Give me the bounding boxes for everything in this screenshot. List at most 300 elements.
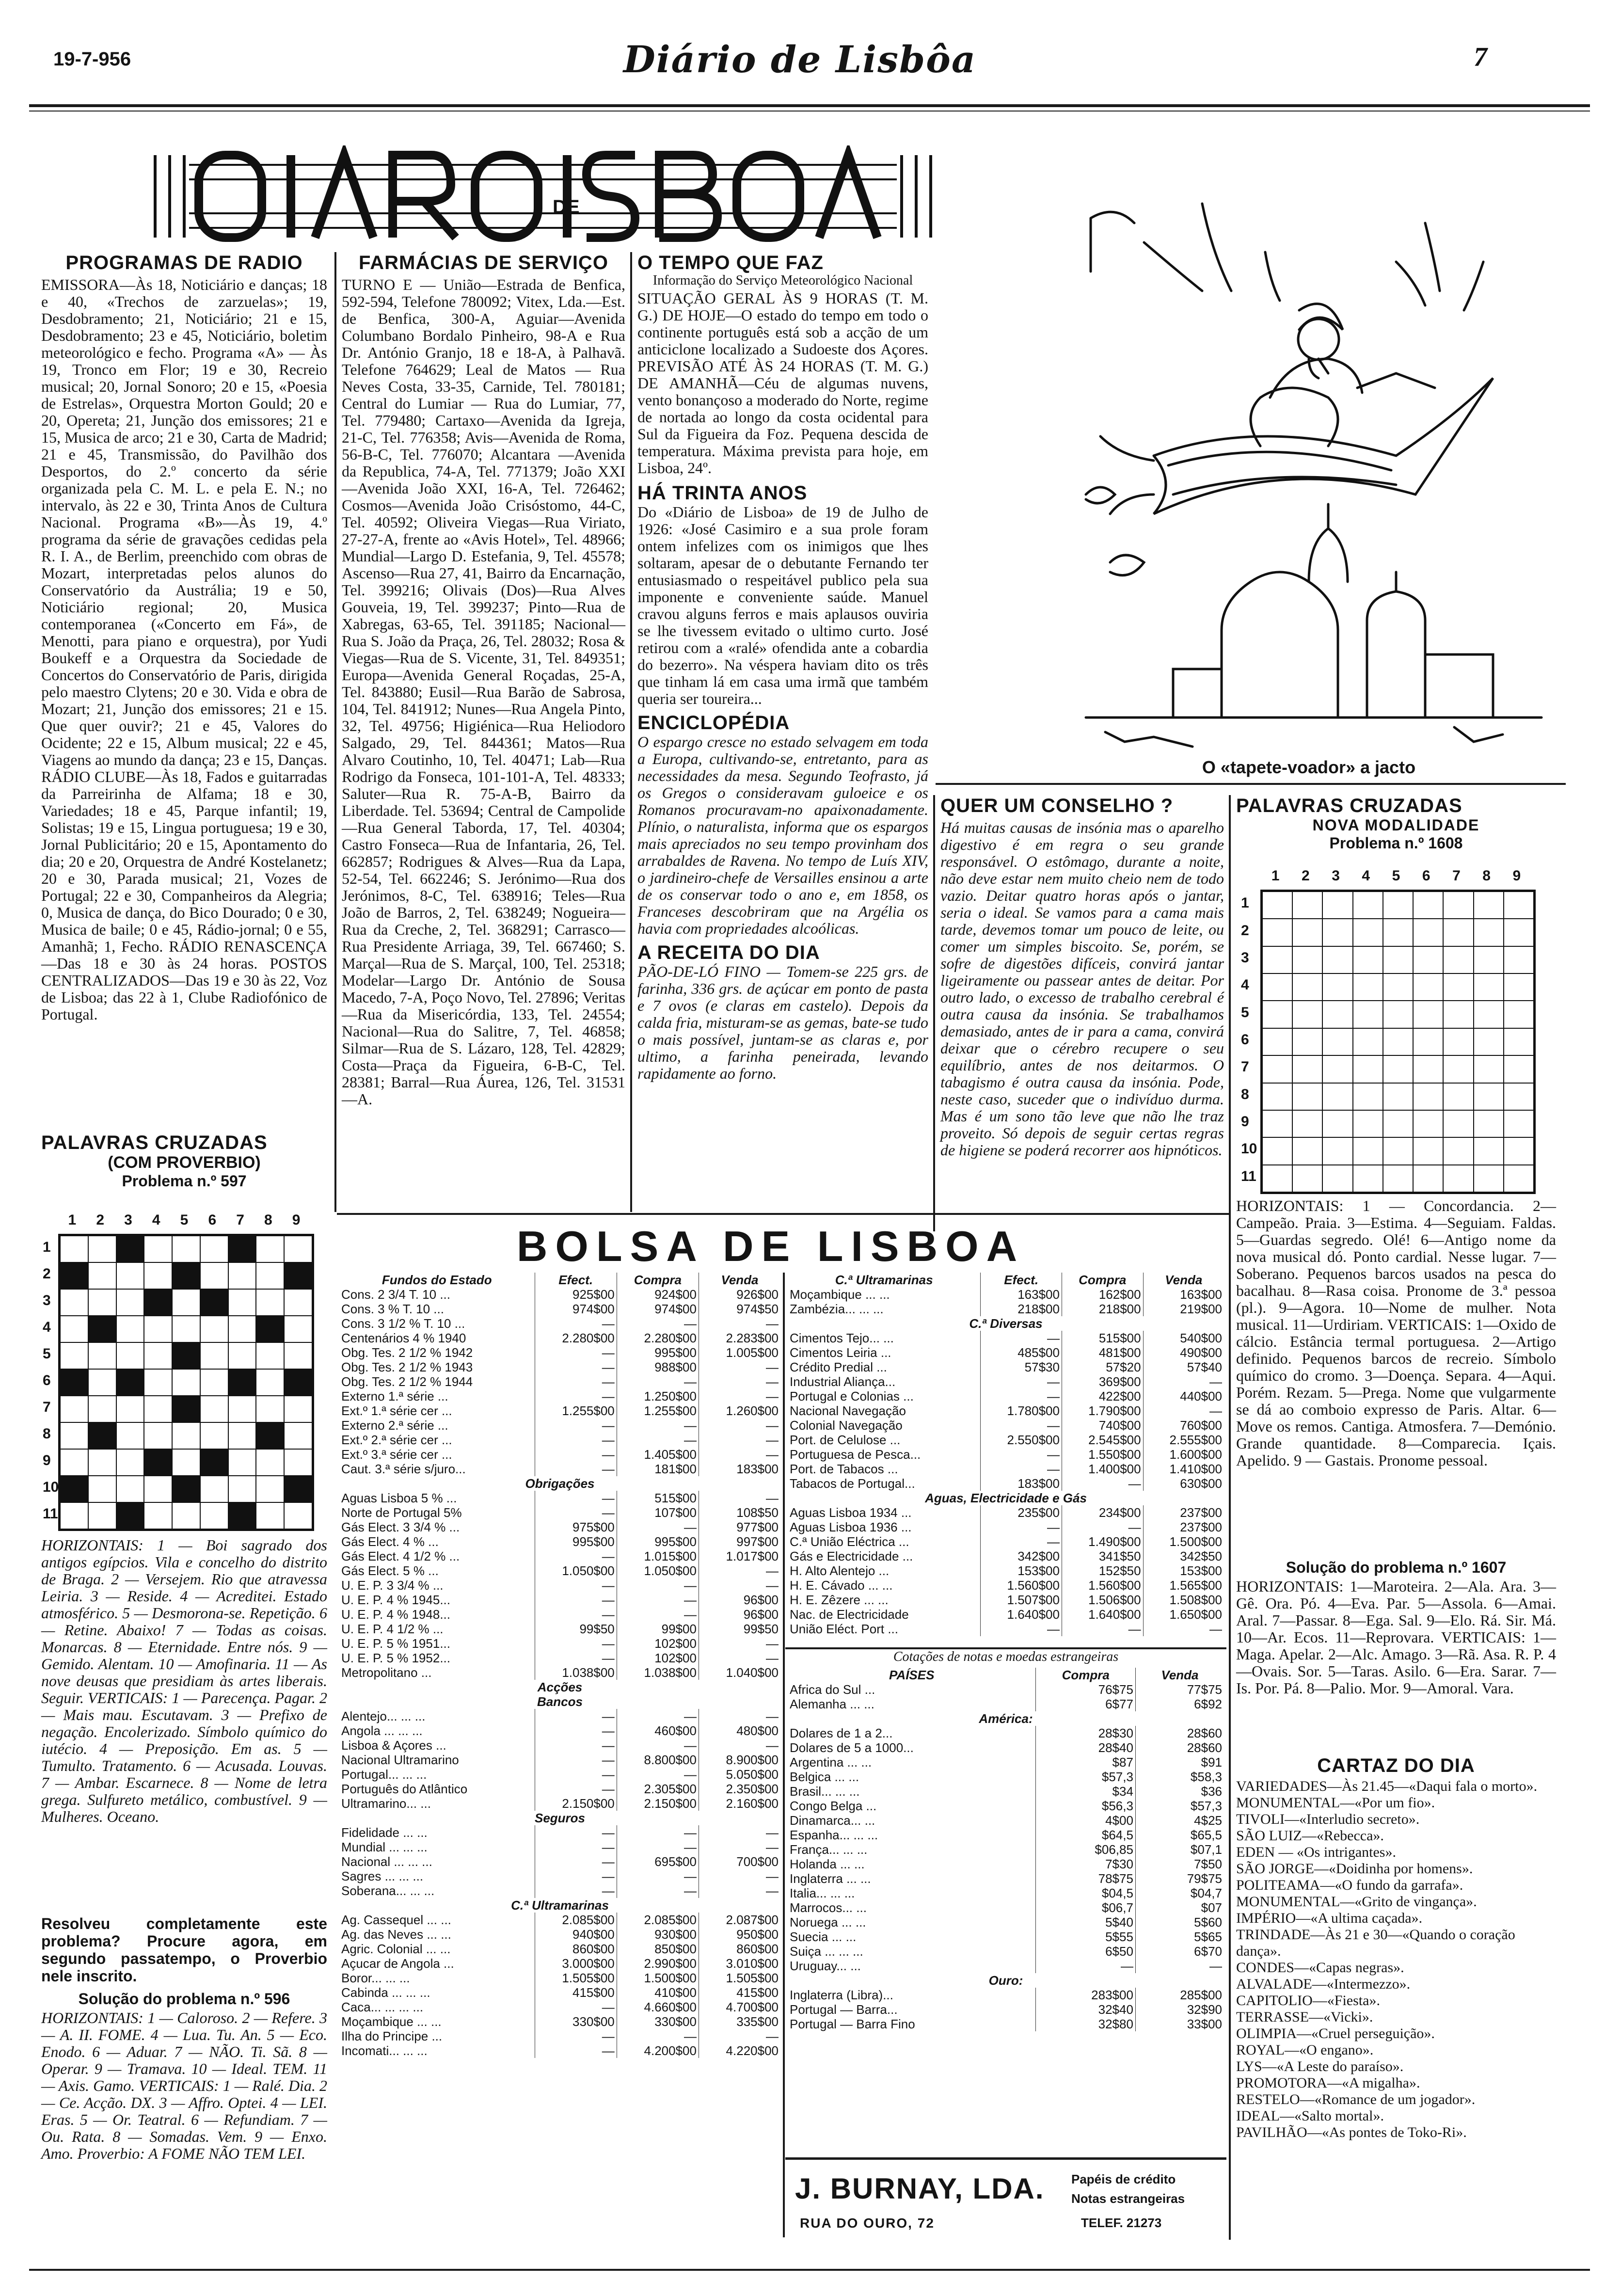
table-header-cell: Compra — [1062, 1273, 1143, 1287]
table-row-label: Fidelidade ... ... — [339, 1825, 535, 1840]
fx-table — [788, 1668, 1224, 2031]
table-cell: 219$00 — [1180, 1302, 1222, 1316]
table-section-label: Seguros — [534, 1811, 586, 1825]
crossword-cell — [228, 1316, 256, 1342]
crossword-black-cell — [284, 1476, 312, 1502]
crossword-left-column-numbers — [58, 1212, 310, 1228]
crossword-left-row-number-5: 5 — [43, 1345, 51, 1362]
crossword-cell — [1474, 892, 1504, 919]
table-row — [788, 1418, 1224, 1433]
crossword-cell — [1413, 1083, 1443, 1110]
crossword-cell — [284, 1342, 312, 1369]
crossword-cell — [1353, 1137, 1383, 1164]
table-row — [788, 1505, 1224, 1520]
crossword-cell — [88, 1289, 116, 1316]
crossword-cell — [1383, 946, 1413, 973]
table-cell: 235$00 — [981, 1505, 1062, 1520]
newspaper-name: Diário de Lisbôa — [623, 38, 977, 81]
crossword-cell — [60, 1449, 88, 1476]
table-row-label: Aguas Lisboa 1934 ... — [788, 1505, 981, 1520]
table-cell: 1.560$00 — [981, 1578, 1062, 1593]
crossword-cell — [228, 1396, 256, 1422]
table-row-label: U. E. P. 5 % 1952... — [339, 1651, 535, 1665]
crossword-cell — [60, 1342, 88, 1369]
crossword-cell — [1504, 892, 1534, 919]
table-row-label: Port. de Tabacos ... — [788, 1462, 981, 1476]
crossword-cell — [88, 1449, 116, 1476]
table-cell: — — [535, 1345, 617, 1360]
table-row — [339, 1520, 780, 1534]
table-cell: 1.790$00 — [1062, 1403, 1143, 1418]
crossword-left-clues: HORIZONTAIS: 1 — Boi sagrado dos antigos egípcios. Vila e concelho do distrito de Braga. 2 — Versejem. Rio que atravessa Leiria. 3 — Reside. 4 — Acreditei. Estado atmosférico. 5 — Desmorona-se. Repetição. 6 — Retine. Abaixo! 7 — Todas as coisas. Monarcas. 8 — Eternidade. Entre nós. 9 — Gemido. Alentam. 10 — Amofinaria. 11 — As nove deusas que presidiam às artes liberais. Seguir. VERTICAIS: 1 — Parecença. Pagar. 2 — Mais mau. Escutavam. 3 — Prefixo de negação. Encolerizado. Símbolo químico do iutécio. 4 — Preposição. Em as. 5 — Tumulto. Tratamento. 6 — Acusada. Louvas. 7 — Ambar. Escarnece. 8 — Nome de letra grega. Sulfureto metálico, combustível. 9 — Mulheres. Oceano. — [41, 1536, 327, 1825]
fx-table-wrap — [788, 1668, 1224, 2031]
encyclopedia-title: ENCICLOPÉDIA — [637, 712, 790, 733]
table-row — [788, 1520, 1224, 1534]
table-row-label: Incomati... ... ... — [339, 2043, 535, 2058]
crossword-cell — [1474, 973, 1504, 1001]
crossword-cell — [1413, 1110, 1443, 1137]
table-cell: — — [535, 1840, 617, 1854]
cartaz-item: ROYAL—«O engano». — [1236, 2042, 1374, 2058]
table-row-label: Açucar de Angola ... — [339, 1956, 535, 1971]
table-row — [339, 1607, 780, 1622]
table-cell: 162$00 — [1062, 1287, 1143, 1302]
table-cell: 997$00 — [736, 1534, 779, 1549]
crossword-cell — [1413, 1001, 1443, 1028]
table-row — [788, 1740, 1224, 1755]
table-cell: — — [766, 1825, 779, 1840]
table-cell: — — [535, 1883, 617, 1898]
crossword-cell — [144, 1342, 172, 1369]
crossword-cell — [200, 1236, 228, 1262]
table-row — [788, 1462, 1224, 1476]
crossword-cell — [116, 1449, 144, 1476]
table-cell: $04,5 — [1036, 1886, 1136, 1900]
table-row-label: Portugal... ... ... — [339, 1767, 535, 1782]
table-cell: — — [981, 1534, 1062, 1549]
crossword-black-cell — [172, 1342, 200, 1369]
table-cell: 860$00 — [535, 1942, 617, 1956]
crossword-cell — [1262, 1165, 1292, 1192]
crossword-cell — [1353, 973, 1383, 1001]
table-row-label: Sagres ... ... ... — [339, 1869, 535, 1883]
table-cell: 1.560$00 — [1062, 1578, 1143, 1593]
crossword-cell — [284, 1316, 312, 1342]
table-cell: $65,5 — [1190, 1828, 1222, 1842]
table-cell: — — [766, 1447, 779, 1462]
crossword-left-subtitle: (COM PROVERBIO) — [108, 1153, 261, 1172]
crossword-left-grid — [58, 1234, 314, 1531]
crossword-left-row-number-8: 8 — [43, 1425, 51, 1442]
crossword-cell — [1443, 946, 1473, 973]
burnay-phone: TELEF. 21273 — [1081, 2216, 1162, 2230]
table-row-label: Ag. Cassequel ... ... — [339, 1913, 535, 1927]
table-cell: 860$00 — [736, 1942, 779, 1956]
illustration-caption: O «tapete-voador» a jacto — [1202, 757, 1416, 777]
table-section-label: C.ª Ultramarinas — [511, 1898, 609, 1913]
table-row — [339, 2000, 780, 2014]
crossword-cell — [172, 1369, 200, 1396]
table-row — [339, 1593, 780, 1607]
table-header-cell: Efect. — [535, 1273, 617, 1287]
table-cell: 1.038$00 — [617, 1665, 699, 1680]
table-cell: — — [981, 1418, 1062, 1433]
crossword-cell — [1443, 1137, 1473, 1164]
table-cell: $57,3 — [1036, 1770, 1136, 1784]
table-cell: — — [1062, 1622, 1143, 1636]
table-row-label: Cons. 3 1/2 % T. 10 ... — [339, 1316, 535, 1331]
table-cell: — — [535, 1854, 617, 1869]
table-cell: 342$50 — [1180, 1549, 1222, 1563]
table-cell: — — [1062, 1520, 1143, 1534]
crossword-cell — [1292, 1137, 1322, 1164]
table-cell: 3.000$00 — [535, 1956, 617, 1971]
cartaz-item: IMPÉRIO—«A ultima caçada». — [1236, 1910, 1423, 1926]
weather-section — [637, 252, 928, 1082]
crossword-left-row-number-3: 3 — [43, 1292, 51, 1308]
table-row-label: Gás Elect. 4 % ... — [339, 1534, 535, 1549]
table-row — [339, 1403, 780, 1418]
table-row — [339, 1534, 780, 1549]
crossword-cell — [88, 1476, 116, 1502]
crossword-cell — [1504, 1083, 1534, 1110]
crossword-cell — [116, 1262, 144, 1289]
cartaz-item: IDEAL—«Salto mortal». — [1236, 2108, 1384, 2124]
crossword-black-cell — [200, 1449, 228, 1476]
table-cell: 850$00 — [617, 1942, 699, 1956]
table-row — [339, 1287, 780, 1302]
crossword-cell — [200, 1476, 228, 1502]
table-row — [339, 1651, 780, 1665]
table-row-label: Soberana... ... ... — [339, 1883, 535, 1898]
crossword-cell — [1383, 919, 1413, 946]
table-cell: 153$00 — [1180, 1563, 1222, 1578]
crossword-left-row-number-1: 1 — [43, 1239, 51, 1255]
table-cell: 760$00 — [1180, 1418, 1222, 1433]
crossword-cell — [228, 1422, 256, 1449]
table-cell: 181$00 — [617, 1462, 699, 1476]
table-cell: 96$00 — [743, 1607, 779, 1622]
table-cell: 1.050$00 — [535, 1563, 617, 1578]
crossword-left-col-number-9: 9 — [292, 1212, 301, 1228]
crossword-right-col-number-8: 8 — [1482, 868, 1491, 884]
crossword-cell — [1443, 1165, 1473, 1192]
crossword-cell — [116, 1396, 144, 1422]
cartaz-item: VARIEDADES—Às 21.45—«Daqui fala o morto». — [1236, 1778, 1538, 1794]
table-cell: 99$50 — [743, 1622, 779, 1636]
burnay-address: RUA DO OURO, 72 — [800, 2216, 935, 2231]
table-row — [339, 1883, 780, 1898]
table-cell: — — [766, 1636, 779, 1651]
crossword-cell — [1322, 1137, 1352, 1164]
table-cell: — — [535, 1360, 617, 1374]
table-row — [788, 1345, 1224, 1360]
table-section-row — [788, 1491, 1224, 1505]
table-cell: 2.085$00 — [617, 1913, 699, 1927]
table-cell: 485$00 — [981, 1345, 1062, 1360]
table-cell: 995$00 — [535, 1534, 617, 1549]
cartaz-list — [1236, 1778, 1556, 2141]
table-cell: $04,7 — [1190, 1886, 1222, 1900]
table-section-label: Acções — [537, 1680, 583, 1694]
crossword-black-cell — [116, 1369, 144, 1396]
table-row-label: Ilha do Principe ... — [339, 2029, 535, 2043]
table-cell: — — [766, 1709, 779, 1723]
table-cell: — — [535, 1825, 617, 1840]
crossword-cell — [1383, 973, 1413, 1001]
table-row-label: Espanha... ... ... — [788, 1828, 1036, 1842]
table-cell: 1.600$00 — [1169, 1447, 1222, 1462]
radio-body: EMISSORA—Às 18, Noticiário e danças; 18 e 40, «Trechos de zarzuelas»; 19, Desdobramento; 21, Noticiário; 21 e 15, Desdobramento; 23 e 45, Noticiário, boletim meteorológico e fecho. Programa «A» — Às 19, Tronco em Flor; 19 e 30, Recreio musical; 20, Jornal Sonoro; 20 e 15, «Poesia de Estrelas», Orquestra Morton Gould; 20 e 20, Opereta; 21, Junção dos emissores; 21 e 15, Musica de arco; 21 e 30, Carta de Madrid; 21 e 45, Transmissão, do Pavilhão dos Desportos, do 2.º concerto da série organizada pela C. M. L. e pela E. N.; no intervalo, às 22 e 30, Trinta Anos de Cultura Nacional. Programa «B»—Às 19, 4.º programa da série de gravações cedidas pela R. I. A., de Berlim, preenchido com obras de Mozart, interpretadas pelos alunos do Conservatório da Austrália; 19 e 50, Noticiário regional; 20, Musica contemporanea («Concerto em Fá», de Menotti, para piano e orquestra), por Yudi Boukeff e a Orquestra da Sociedade de Concertos do Conservatório de Paris, dirigida pelo maestro Clytens; 20 e 30. Vida e obra de Mozart; 21, Junção dos emissores; 21 e 15. Que quer ouvir?; 21 e 45, Valores do Ocidente; 22 e 15, Album musical; 22 e 45, Viagens ao mundo da dança; 23 e 15, Danças. RÁDIO CLUBE—Às 18, Fados e guitarradas da Parreirinha de Alfama; 18 e 30, Variedades; 18 e 45, Parque infantil; 19, Solistas; 19 e 15, Lingua portuguesa; 19 e 30, Jornal Publicitário; 20 e 15, Apontamento do dia; 20 e 20, Orquestra de André Kostelanetz; 20 e 30, Parada musical; 21, Vozes de Portugal; 22 e 30, Companheiros da Alegria; 0, Musica de dança, do Bico Dourado; 0 e 30, Musica de baile; 0 e 45, Rádio-jornal; 0 e 55, Amanhã; 1, Fecho. RÁDIO RENASCENÇA—Das 18 e 30 às 24 horas. POSTOS CENTRALIZADOS—Das 19 e 30 às 22, Voz de Lisboa; das 22 à 1, Clube Radiofónico de Portugal. — [41, 276, 327, 1023]
crossword-black-cell — [60, 1369, 88, 1396]
pharmacies-body: TURNO E — União—Estrada de Benfica, 592-594, Telefone 780092; Vitex, Lda.—Est. de Benfica, 300-A, Aguiar—Avenida Columbano Bordalo Pinheiro, 98-A e Rua Dr. António Granjo, 18 e 18-A, à Palhavã. Telefone 764629; Leal de Matos — Rua Neves Costa, 33-35, Carnide, Tel. 780181; Central do Lumiar — Rua do Lumiar, 77, Tel. 779480; Cartaxo—Avenida da Igreja, 21-C, Tel. 776358; Avis—Avenida de Roma, 56-B-C, Tel. 776070; Alcantara —Avenida da Republica, 74-A, Tel. 771379; João XXI—Avenida João XXI, 16-A, Tel. 726462; Cosmos—Avenida João Crisóstomo, 44-C, Tel. 40592; Oliveira Viegas—Rua Viriato, 27-27-A, frente ao «Avis Hotel», Tel. 48966; Mundial—Largo D. Estefania, 9, Tel. 45578; Ascenso—Rua 27, 41, Bairro da Encarnação, Tel. 399216; Olivais (Dos)—Rua Alves Gouveia, 19, Tel. 399237; Pinto—Rua de Xabregas, 63-65, Tel. 391185; Nacional—Rua S. João da Praça, 26, Tel. 28032; Rosa & Viegas—Rua de S. Vicente, 31, Tel. 849351; Europa—Avenida General Roçadas, 25-A, Tel. 843880; Eusil—Rua Barão de Sabrosa, 104, Tel. 841912; Nunes—Rua Angela Pinto, 32, Tel. 49756; Higiénica—Rua Heliodoro Salgado, 29, Tel. 844361; Matos—Rua Alvaro Coutinho, 10, Tel. 40471; Lab—Rua Rodrigo da Fonseca, 101-101-A, Tel. 48333; Saluter—Rua R. 75-A-B, Bairro da Liberdade. Tel. 53694; Central de Campolide—Rua General Taborda, 17, Tel. 40304; Castro Fonseca—Rua de Infantaria, 26, Tel. 662857; Rodrigues & Alves—Rua da Lapa, 52-54, Tel. 662246; S. Jerónimo—Rua dos Jerónimos, 8-C, Tel. 638916; Teles—Rua João de Barros, 2, Tel. 638249; Nogueira—Rua da Creche, 2, Tel. 368291; Carrasco—Rua Presidente Arriaga, 39, Tel. 667460; S. Marçal—Rua de S. Marçal, 100, Tel. 25318; Modelar—Largo Dr. António de Sousa Macedo, 7-A, Poço Novo, Tel. 27896; Veritas—Rua da Misericórdia, 133, Tel. 24554; Nacional—Rua do Salitre, 7, Tel. 46858; Silmar—Rua de S. Lázaro, 128, Tel. 42829; Costa—Praça da Figueira, 6-B-C, Tel. 28381; Barral—Rua Áurea, 126, Tel. 31531—A. — [342, 276, 625, 1108]
burnay-advert — [790, 2167, 1226, 2259]
weather-title: O TEMPO QUE FAZ — [637, 252, 824, 273]
crossword-cell — [1443, 1055, 1473, 1083]
table-section-label: Obrigações — [525, 1476, 595, 1491]
table-row-label: Metropolitano ... — [339, 1665, 535, 1680]
table-cell: — — [766, 1316, 779, 1331]
table-cell: 1.505$00 — [535, 1971, 617, 1985]
crossword-right-col-number-4: 4 — [1362, 868, 1370, 884]
table-section-row — [788, 1973, 1224, 1988]
masthead-rule-thin — [29, 111, 1590, 112]
crossword-cell — [1383, 892, 1413, 919]
table-cell: — — [535, 1549, 617, 1563]
table-cell: 740$00 — [1062, 1418, 1143, 1433]
table-cell: — — [535, 1753, 617, 1767]
table-cell: — — [617, 1433, 699, 1447]
crossword-right-row-number-1: 1 — [1241, 895, 1249, 911]
table-cell: 5$55 — [1036, 1929, 1136, 1944]
table-cell: — — [617, 1767, 699, 1782]
crossword-cell — [1443, 1110, 1473, 1137]
table-row — [788, 1682, 1224, 1697]
table-row — [339, 1985, 780, 2000]
table-cell: $07 — [1201, 1900, 1222, 1915]
table-row-label: Ext.º 1.ª série cer ... — [339, 1403, 535, 1418]
crossword-cell — [1262, 919, 1292, 946]
table-header-cell: Compra — [1036, 1668, 1136, 1682]
table-cell: 700$00 — [736, 1854, 779, 1869]
table-cell: — — [766, 1491, 779, 1505]
table-cell: — — [535, 1636, 617, 1651]
table-cell: 2.280$00 — [535, 1331, 617, 1345]
crossword-left-col-number-1: 1 — [68, 1212, 77, 1228]
encyclopedia-body: O espargo cresce no estado selvagem em toda a Europa, cultivando-se, entretanto, para as necessidades da mesa. Segundo Teofrasto, já os Gregos o consideravam guloeice e os Romanos procuravam-no apaixonadamente. Plínio, o naturalista, informa que os espargos mais apreciados no seu tempo provinham dos arrabaldes de Ravena. No tempo de Luís XIV, o jardineiro-chefe de Versailles ensinou a arte de os conservar todo o ano e, em 1858, os Franceses descobriram que na Argélia os havia com propriedades alcoólicas. — [637, 733, 928, 937]
crossword-right-solution: HORIZONTAIS: 1—Maroteira. 2—Ala. Ara. 3—Gê. Ora. Pó. 4—Eva. Par. 5—Assola. 6—Amai. Aral. 7—Passar. 8—Ega. Sal. 9—Elo. Rá. Sir. Má. 10—Ar. Ecos. 11—Reprovara. VERTICAIS: 1—Maga. Apelar. 2—Alc. Amago. 3—Rã. Asa. R. P. 4—Ovais. Sor. 5—Taras. Asilo. 6—Era. Sarar. 7—Is. Por. Pá. 8—Palio. Mor. 9—Amoral. Vara. — [1236, 1578, 1556, 1697]
crossword-cell — [1474, 1083, 1504, 1110]
table-row-label: H. Alto Alentejo ... — [788, 1563, 981, 1578]
footer-rule — [29, 2269, 1590, 2271]
table-row-label: Externo 2.ª série ... — [339, 1418, 535, 1433]
crossword-right-row-number-10: 10 — [1241, 1141, 1257, 1157]
table-row — [788, 1302, 1224, 1316]
table-row-label: Marrocos... ... — [788, 1900, 1036, 1915]
table-row — [339, 1345, 780, 1360]
table-row — [788, 1578, 1224, 1593]
table-cell: 974$00 — [617, 1302, 699, 1316]
table-row — [788, 1799, 1224, 1813]
table-cell: 1.410$00 — [1169, 1462, 1222, 1476]
crossword-right-row-number-7: 7 — [1241, 1059, 1249, 1075]
table-cell: 6$92 — [1194, 1697, 1222, 1711]
table-section-row — [339, 1476, 780, 1491]
crossword-cell — [88, 1262, 116, 1289]
table-cell: 2.350$00 — [726, 1782, 779, 1796]
table-row — [339, 1956, 780, 1971]
crossword-cell — [1504, 1110, 1534, 1137]
table-cell: 415$00 — [535, 1985, 617, 2000]
crossword-cell — [1413, 1165, 1443, 1192]
table-row-label: Inglaterra (Libra)... — [788, 1988, 1036, 2002]
table-cell: 183$00 — [736, 1462, 779, 1476]
column-rule — [334, 252, 336, 1212]
crossword-cell — [256, 1476, 284, 1502]
table-row-label: Holanda ... ... — [788, 1857, 1036, 1871]
table-row — [339, 1971, 780, 1985]
table-cell: 4.660$00 — [617, 2000, 699, 2014]
table-cell: — — [535, 1447, 617, 1462]
recipe-title: A RECEITA DO DIA — [637, 942, 820, 963]
crossword-cell — [60, 1316, 88, 1342]
crossword-left-row-number-10: 10 — [43, 1479, 59, 1495]
cartaz-item: ALVALADE—«Intermezzo». — [1236, 1976, 1411, 1992]
table-cell: 975$00 — [535, 1520, 617, 1534]
table-row-label: Nacional Ultramarino — [339, 1753, 535, 1767]
table-row-label: Caut. 3.ª série s/juro... — [339, 1462, 535, 1476]
crossword-cell — [1292, 1165, 1322, 1192]
crossword-cell — [1262, 1055, 1292, 1083]
table-row — [339, 1622, 780, 1636]
crossword-left-col-number-7: 7 — [236, 1212, 244, 1228]
table-cell: — — [535, 1723, 617, 1738]
table-cell: $06,7 — [1036, 1900, 1136, 1915]
table-row — [339, 1331, 780, 1345]
crossword-black-cell — [144, 1289, 172, 1316]
crossword-right-row-number-4: 4 — [1241, 977, 1249, 993]
table-cell: — — [617, 1825, 699, 1840]
crossword-cell — [256, 1236, 284, 1262]
table-cell: — — [1062, 1476, 1143, 1491]
table-cell: 32$40 — [1036, 2002, 1136, 2017]
masthead-rule — [29, 104, 1590, 107]
table-cell: 4.700$00 — [726, 2000, 779, 2014]
table-row — [339, 1869, 780, 1883]
table-row — [788, 1433, 1224, 1447]
crossword-cell — [1292, 1028, 1322, 1055]
table-row-label: Gás Elect. 4 1/2 % ... — [339, 1549, 535, 1563]
crossword-right-row-number-5: 5 — [1241, 1004, 1249, 1020]
crossword-cell — [1262, 973, 1292, 1001]
table-row-label: Cons. 3 % T. 10 ... — [339, 1302, 535, 1316]
table-cell: 183$00 — [981, 1476, 1062, 1491]
table-cell: 2.085$00 — [535, 1913, 617, 1927]
bolsa-right-table-wrap — [788, 1273, 1224, 1636]
crossword-cell — [200, 1502, 228, 1529]
table-cell: 76$75 — [1036, 1682, 1136, 1697]
crossword-cell — [1443, 892, 1473, 919]
table-row — [788, 1622, 1224, 1636]
table-cell: $87 — [1036, 1755, 1136, 1770]
crossword-cell — [1383, 1028, 1413, 1055]
table-cell: — — [981, 1447, 1062, 1462]
table-cell: — — [535, 1491, 617, 1505]
table-cell: 930$00 — [617, 1927, 699, 1942]
table-cell: 369$00 — [1062, 1374, 1143, 1389]
table-cell: 2.990$00 — [617, 1956, 699, 1971]
table-cell: 1.255$00 — [617, 1403, 699, 1418]
crossword-right-row-number-2: 2 — [1241, 922, 1249, 939]
crossword-cell — [1413, 1137, 1443, 1164]
table-cell: 4$25 — [1194, 1813, 1222, 1828]
table-cell: 77$75 — [1187, 1682, 1222, 1697]
crossword-cell — [1383, 1110, 1413, 1137]
table-cell: 1.405$00 — [617, 1447, 699, 1462]
table-cell: — — [617, 1607, 699, 1622]
table-cell: 163$00 — [981, 1287, 1062, 1302]
table-cell: 926$00 — [736, 1287, 779, 1302]
bolsa-left-table — [339, 1273, 780, 2058]
cartaz-item: CAPITOLIO—«Fiesta». — [1236, 1993, 1380, 2009]
table-cell: 57$30 — [981, 1360, 1062, 1374]
crossword-cell — [1322, 892, 1352, 919]
table-row-label: Cons. 2 3/4 T. 10 ... — [339, 1287, 535, 1302]
crossword-cell — [1443, 973, 1473, 1001]
table-row — [339, 1418, 780, 1433]
table-cell: — — [766, 1563, 779, 1578]
table-cell: — — [766, 1869, 779, 1883]
table-cell: 481$00 — [1062, 1345, 1143, 1360]
crossword-right-row-number-8: 8 — [1241, 1086, 1249, 1102]
table-cell: 6$77 — [1036, 1697, 1136, 1711]
crossword-cell — [1322, 1055, 1352, 1083]
crossword-cell — [1383, 1083, 1413, 1110]
table-cell: 5$40 — [1036, 1915, 1136, 1929]
crossword-left-row-number-7: 7 — [43, 1399, 51, 1415]
crossword-cell — [88, 1342, 116, 1369]
table-cell: 4.200$00 — [617, 2043, 699, 2058]
bolsa-title: BOLSA DE LISBOA — [516, 1222, 1025, 1270]
crossword-right-col-number-2: 2 — [1301, 868, 1310, 884]
table-row-label: Crédito Predial ... — [788, 1360, 981, 1374]
table-header-cell: PAÍSES — [788, 1668, 1036, 1682]
crossword-cell — [1413, 1055, 1443, 1083]
crossword-cell — [144, 1502, 172, 1529]
crossword-cell — [116, 1316, 144, 1342]
table-cell: 940$00 — [535, 1927, 617, 1942]
radio-section — [41, 252, 327, 1023]
table-cell: — — [766, 1374, 779, 1389]
table-row-label: Portugal — Barra Fino — [788, 2017, 1036, 2031]
table-row-label: U. E. P. 5 % 1951... — [339, 1636, 535, 1651]
table-cell: — — [617, 1738, 699, 1753]
bolsa-right-table — [788, 1273, 1224, 1636]
table-cell: 78$75 — [1036, 1871, 1136, 1886]
table-row-label: Obg. Tes. 2 1/2 % 1942 — [339, 1345, 535, 1360]
table-cell: 2.305$00 — [617, 1782, 699, 1796]
table-cell: — — [535, 1651, 617, 1665]
crossword-cell — [116, 1422, 144, 1449]
table-section-row — [339, 1898, 780, 1913]
table-row — [339, 1854, 780, 1869]
crossword-cell — [1504, 1001, 1534, 1028]
crossword-cell — [144, 1396, 172, 1422]
crossword-cell — [144, 1236, 172, 1262]
crossword-cell — [88, 1369, 116, 1396]
cartaz-item: PROMOTORA—«A migalha». — [1236, 2075, 1420, 2091]
crossword-cell — [1474, 919, 1504, 946]
